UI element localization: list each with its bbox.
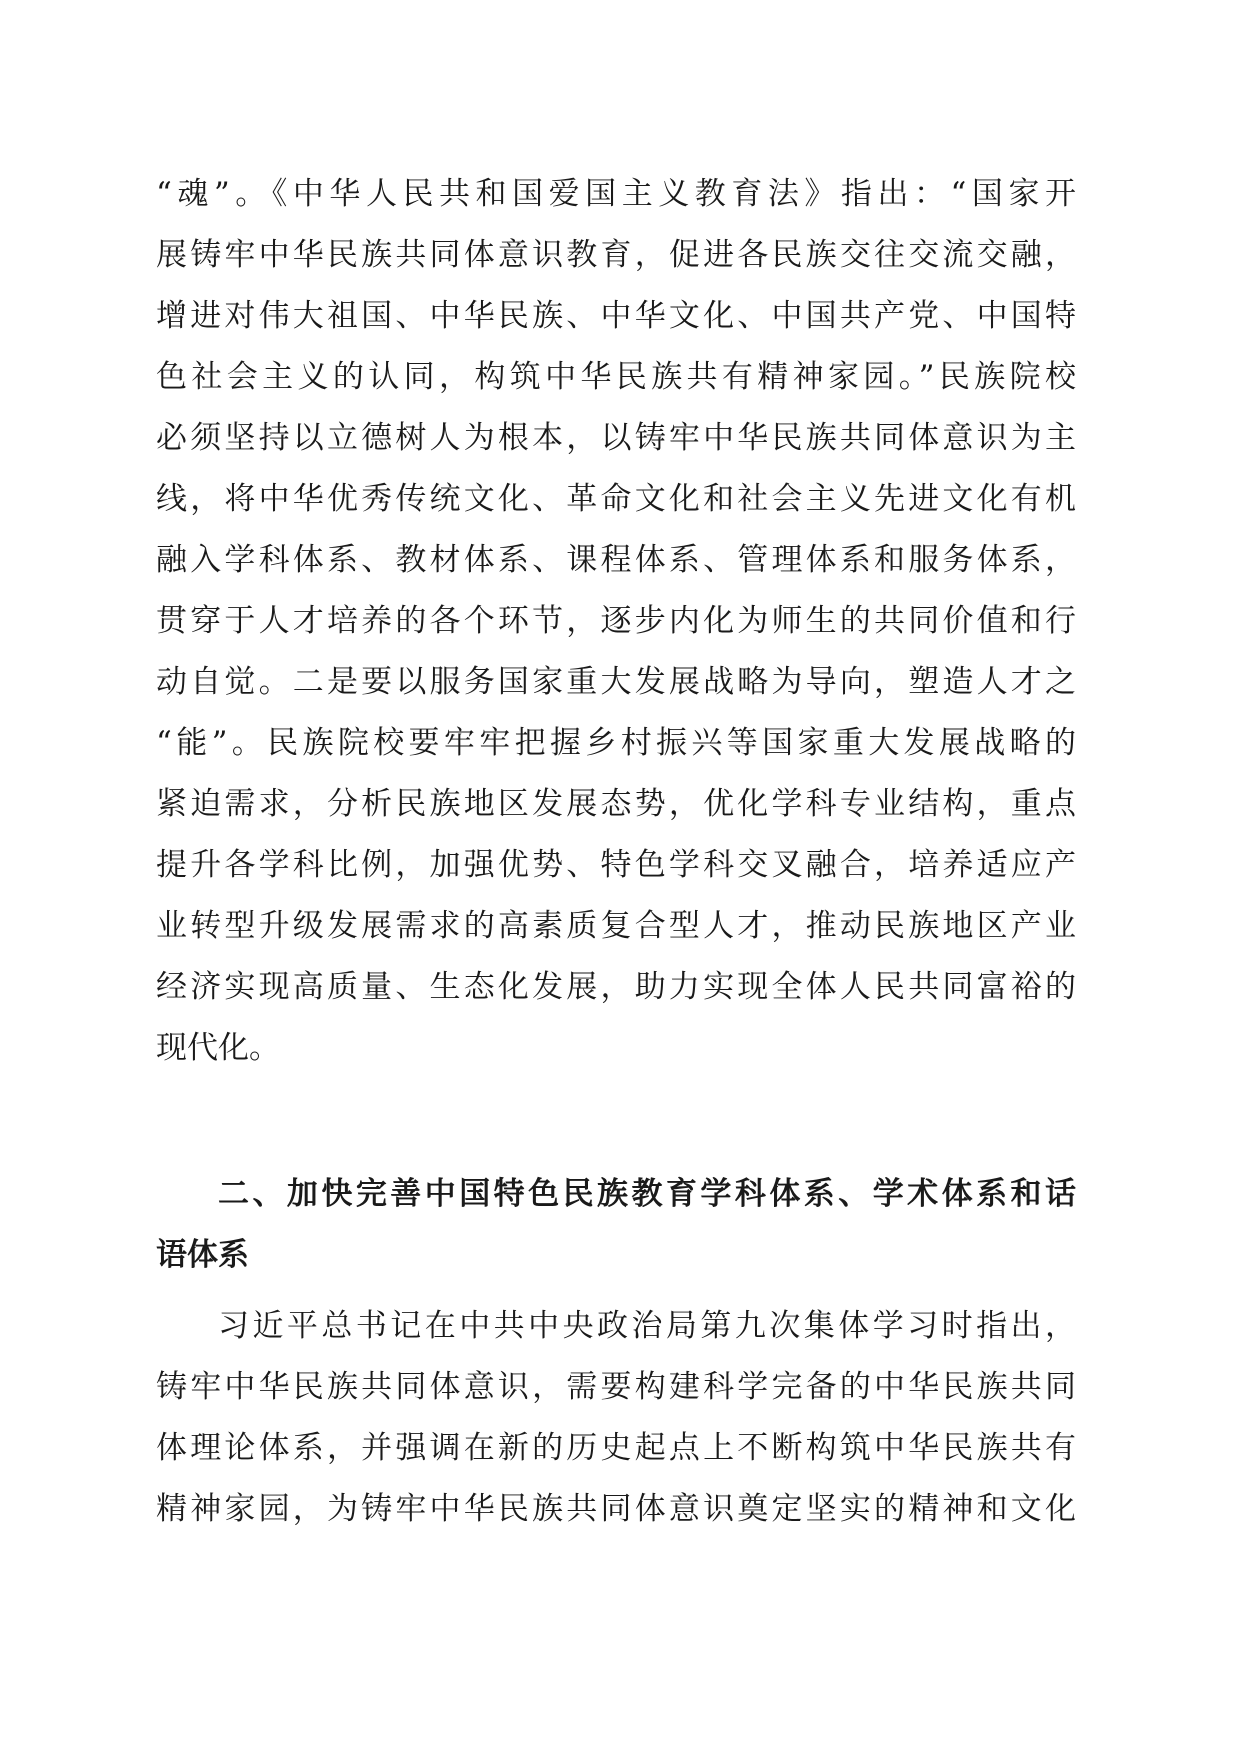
text-line: 动自觉。二是要以服务国家重大发展战略为导向，塑造人才之 bbox=[156, 664, 1076, 700]
text-line: 铸牢中华民族共同体意识，需要构建科学完备的中华民族共同 bbox=[156, 1369, 1076, 1405]
text-line: 经济实现高质量、生态化发展，助力实现全体人民共同富裕的 bbox=[156, 969, 1076, 1005]
body-paragraph-2 bbox=[156, 1296, 1076, 1540]
text-line: 贯穿于人才培养的各个环节，逐步内化为师生的共同价值和行 bbox=[156, 603, 1076, 639]
text-line: 业转型升级发展需求的高素质复合型人才，推动民族地区产业 bbox=[156, 908, 1076, 944]
text-line: 色社会主义的认同，构筑中华民族共有精神家园。”民族院校 bbox=[156, 359, 1076, 395]
text-line: “能”。民族院校要牢牢把握乡村振兴等国家重大发展战略的 bbox=[156, 725, 1076, 761]
heading-line: 语体系 bbox=[156, 1237, 249, 1273]
section-heading bbox=[156, 1164, 1076, 1286]
heading-line: 二、加快完善中国特色民族教育学科体系、学术体系和话 bbox=[218, 1176, 1076, 1212]
text-line: 融入学科体系、教材体系、课程体系、管理体系和服务体系， bbox=[156, 542, 1076, 578]
text-line: 紧迫需求，分析民族地区发展态势，优化学科专业结构，重点 bbox=[156, 786, 1076, 822]
text-line: 线，将中华优秀传统文化、革命文化和社会主义先进文化有机 bbox=[156, 481, 1076, 517]
text-line: “魂”。《中华人民共和国爱国主义教育法》指出：“国家开 bbox=[156, 176, 1076, 212]
text-line: 增进对伟大祖国、中华民族、中华文化、中国共产党、中国特 bbox=[156, 298, 1076, 334]
text-line: 体理论体系，并强调在新的历史起点上不断构筑中华民族共有 bbox=[156, 1430, 1076, 1466]
text-line: 精神家园，为铸牢中华民族共同体意识奠定坚实的精神和文化 bbox=[156, 1491, 1076, 1527]
text-line: 必须坚持以立德树人为根本，以铸牢中华民族共同体意识为主 bbox=[156, 420, 1076, 456]
text-line: 现代化。 bbox=[156, 1030, 280, 1066]
text-line: 习近平总书记在中共中央政治局第九次集体学习时指出， bbox=[218, 1308, 1076, 1344]
text-line: 提升各学科比例，加强优势、特色学科交叉融合，培养适应产 bbox=[156, 847, 1076, 883]
text-line: 展铸牢中华民族共同体意识教育，促进各民族交往交流交融， bbox=[156, 237, 1076, 273]
body-paragraph-1 bbox=[156, 164, 1076, 1079]
